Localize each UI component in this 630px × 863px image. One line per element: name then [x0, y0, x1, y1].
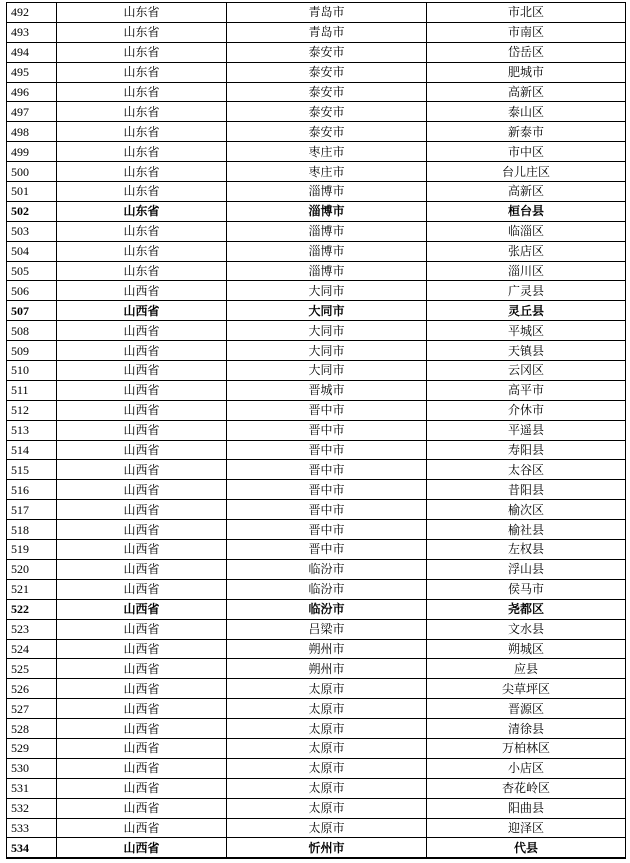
table-row: [7, 738, 626, 758]
table-row: [7, 321, 626, 341]
county-cell: 尧都区: [427, 599, 626, 619]
row-number-cell: 505: [7, 261, 57, 281]
county-cell: 临淄区: [427, 221, 626, 241]
county-cell: 台儿庄区: [427, 162, 626, 182]
table-row: [7, 261, 626, 281]
row-number-cell: 503: [7, 221, 57, 241]
province-cell: 山东省: [57, 182, 227, 202]
province-cell: 山西省: [57, 520, 227, 540]
row-number-cell: 494: [7, 42, 57, 62]
row-number-cell: 523: [7, 619, 57, 639]
table-row: [7, 241, 626, 261]
city-cell: 太原市: [227, 818, 427, 838]
province-cell: 山东省: [57, 22, 227, 42]
table-row: [7, 758, 626, 778]
city-cell: 临汾市: [227, 599, 427, 619]
city-cell: 淄博市: [227, 201, 427, 221]
row-number-cell: 501: [7, 182, 57, 202]
row-number-cell: 518: [7, 520, 57, 540]
city-cell: 太原市: [227, 778, 427, 798]
county-cell: 昔阳县: [427, 480, 626, 500]
county-cell: 高平市: [427, 380, 626, 400]
province-cell: 山西省: [57, 818, 227, 838]
row-number-cell: 493: [7, 22, 57, 42]
county-cell: 榆次区: [427, 500, 626, 520]
row-number-cell: 531: [7, 778, 57, 798]
county-cell: 广灵县: [427, 281, 626, 301]
city-cell: 晋中市: [227, 480, 427, 500]
row-number-cell: 513: [7, 420, 57, 440]
table-row: [7, 221, 626, 241]
county-cell: 榆社县: [427, 520, 626, 540]
table-row: [7, 182, 626, 202]
city-cell: 淄博市: [227, 241, 427, 261]
table-row: [7, 341, 626, 361]
city-cell: 大同市: [227, 281, 427, 301]
province-cell: 山西省: [57, 281, 227, 301]
province-cell: 山东省: [57, 201, 227, 221]
table-row: [7, 102, 626, 122]
province-cell: 山东省: [57, 142, 227, 162]
row-number-cell: 532: [7, 798, 57, 818]
table-row: [7, 380, 626, 400]
province-cell: 山西省: [57, 301, 227, 321]
county-cell: 肥城市: [427, 62, 626, 82]
province-cell: 山西省: [57, 420, 227, 440]
county-cell: 岱岳区: [427, 42, 626, 62]
city-cell: 太原市: [227, 758, 427, 778]
table-row: [7, 281, 626, 301]
province-cell: 山西省: [57, 380, 227, 400]
row-number-cell: 495: [7, 62, 57, 82]
table-row: [7, 559, 626, 579]
city-cell: 大同市: [227, 301, 427, 321]
county-cell: 高新区: [427, 82, 626, 102]
province-cell: 山东省: [57, 102, 227, 122]
row-number-cell: 530: [7, 758, 57, 778]
row-number-cell: 492: [7, 3, 57, 23]
province-cell: 山西省: [57, 758, 227, 778]
table-row: [7, 122, 626, 142]
row-number-cell: 502: [7, 201, 57, 221]
city-cell: 大同市: [227, 341, 427, 361]
province-cell: 山西省: [57, 460, 227, 480]
city-cell: 泰安市: [227, 122, 427, 142]
row-number-cell: 499: [7, 142, 57, 162]
city-cell: 临汾市: [227, 559, 427, 579]
table-row: [7, 520, 626, 540]
row-number-cell: 519: [7, 540, 57, 560]
province-cell: 山西省: [57, 798, 227, 818]
city-cell: 淄博市: [227, 182, 427, 202]
city-cell: 吕梁市: [227, 619, 427, 639]
city-cell: 晋中市: [227, 540, 427, 560]
province-cell: 山东省: [57, 82, 227, 102]
row-number-cell: 529: [7, 738, 57, 758]
province-cell: 山西省: [57, 619, 227, 639]
table-row: [7, 699, 626, 719]
county-cell: 文水县: [427, 619, 626, 639]
row-number-cell: 520: [7, 559, 57, 579]
province-cell: 山东省: [57, 122, 227, 142]
row-number-cell: 521: [7, 579, 57, 599]
table-row: [7, 619, 626, 639]
row-number-cell: 508: [7, 321, 57, 341]
province-cell: 山西省: [57, 540, 227, 560]
county-cell: 万柏林区: [427, 738, 626, 758]
county-cell: 市南区: [427, 22, 626, 42]
county-cell: 张店区: [427, 241, 626, 261]
city-cell: 忻州市: [227, 838, 427, 858]
county-cell: 平城区: [427, 321, 626, 341]
province-cell: 山西省: [57, 599, 227, 619]
city-cell: 晋中市: [227, 500, 427, 520]
province-cell: 山西省: [57, 440, 227, 460]
province-cell: 山西省: [57, 719, 227, 739]
county-cell: 淄川区: [427, 261, 626, 281]
county-cell: 灵丘县: [427, 301, 626, 321]
row-number-cell: 507: [7, 301, 57, 321]
table-row: [7, 142, 626, 162]
row-number-cell: 516: [7, 480, 57, 500]
city-cell: 青岛市: [227, 3, 427, 23]
row-number-cell: 525: [7, 659, 57, 679]
table-row: [7, 599, 626, 619]
region-table: [6, 2, 626, 859]
city-cell: 淄博市: [227, 261, 427, 281]
province-cell: 山西省: [57, 321, 227, 341]
table-row: [7, 62, 626, 82]
table-row: [7, 818, 626, 838]
county-cell: 市中区: [427, 142, 626, 162]
table-row: [7, 42, 626, 62]
city-cell: 太原市: [227, 679, 427, 699]
row-number-cell: 506: [7, 281, 57, 301]
province-cell: 山西省: [57, 579, 227, 599]
province-cell: 山西省: [57, 679, 227, 699]
county-cell: 天镇县: [427, 341, 626, 361]
province-cell: 山西省: [57, 778, 227, 798]
province-cell: 山西省: [57, 341, 227, 361]
county-cell: 清徐县: [427, 719, 626, 739]
city-cell: 大同市: [227, 361, 427, 381]
province-cell: 山西省: [57, 639, 227, 659]
table-row: [7, 480, 626, 500]
table-row: [7, 22, 626, 42]
county-cell: 浮山县: [427, 559, 626, 579]
province-cell: 山西省: [57, 500, 227, 520]
table-row: [7, 3, 626, 23]
row-number-cell: 498: [7, 122, 57, 142]
city-cell: 太原市: [227, 738, 427, 758]
county-cell: 平遥县: [427, 420, 626, 440]
city-cell: 晋中市: [227, 440, 427, 460]
table-row: [7, 679, 626, 699]
table-row: [7, 798, 626, 818]
province-cell: 山西省: [57, 480, 227, 500]
province-cell: 山西省: [57, 361, 227, 381]
county-cell: 晋源区: [427, 699, 626, 719]
city-cell: 晋城市: [227, 380, 427, 400]
city-cell: 朔州市: [227, 659, 427, 679]
province-cell: 山东省: [57, 3, 227, 23]
row-number-cell: 504: [7, 241, 57, 261]
table-row: [7, 778, 626, 798]
province-cell: 山东省: [57, 162, 227, 182]
row-number-cell: 496: [7, 82, 57, 102]
province-cell: 山西省: [57, 838, 227, 858]
table-row: [7, 201, 626, 221]
county-cell: 太谷区: [427, 460, 626, 480]
row-number-cell: 533: [7, 818, 57, 838]
county-cell: 代县: [427, 838, 626, 858]
county-cell: 新泰市: [427, 122, 626, 142]
city-cell: 朔州市: [227, 639, 427, 659]
row-number-cell: 500: [7, 162, 57, 182]
province-cell: 山东省: [57, 221, 227, 241]
row-number-cell: 511: [7, 380, 57, 400]
table-row: [7, 361, 626, 381]
row-number-cell: 517: [7, 500, 57, 520]
table-row: [7, 500, 626, 520]
county-cell: 泰山区: [427, 102, 626, 122]
table-row: [7, 540, 626, 560]
city-cell: 太原市: [227, 699, 427, 719]
county-cell: 迎泽区: [427, 818, 626, 838]
county-cell: 桓台县: [427, 201, 626, 221]
city-cell: 泰安市: [227, 102, 427, 122]
city-cell: 大同市: [227, 321, 427, 341]
table-row: [7, 440, 626, 460]
province-cell: 山东省: [57, 62, 227, 82]
county-cell: 寿阳县: [427, 440, 626, 460]
province-cell: 山西省: [57, 559, 227, 579]
table-row: [7, 838, 626, 858]
county-cell: 介休市: [427, 400, 626, 420]
province-cell: 山西省: [57, 738, 227, 758]
row-number-cell: 528: [7, 719, 57, 739]
county-cell: 高新区: [427, 182, 626, 202]
province-cell: 山东省: [57, 241, 227, 261]
city-cell: 晋中市: [227, 460, 427, 480]
row-number-cell: 515: [7, 460, 57, 480]
table-row: [7, 639, 626, 659]
city-cell: 泰安市: [227, 82, 427, 102]
row-number-cell: 514: [7, 440, 57, 460]
province-cell: 山西省: [57, 400, 227, 420]
county-cell: 尖草坪区: [427, 679, 626, 699]
province-cell: 山西省: [57, 699, 227, 719]
table-row: [7, 400, 626, 420]
city-cell: 泰安市: [227, 62, 427, 82]
table-row: [7, 162, 626, 182]
table-row: [7, 420, 626, 440]
row-number-cell: 497: [7, 102, 57, 122]
province-cell: 山东省: [57, 42, 227, 62]
table-row: [7, 579, 626, 599]
city-cell: 淄博市: [227, 221, 427, 241]
city-cell: 太原市: [227, 719, 427, 739]
table-row: [7, 301, 626, 321]
table-row: [7, 659, 626, 679]
city-cell: 枣庄市: [227, 142, 427, 162]
city-cell: 晋中市: [227, 400, 427, 420]
row-number-cell: 527: [7, 699, 57, 719]
table-row: [7, 460, 626, 480]
city-cell: 泰安市: [227, 42, 427, 62]
row-number-cell: 509: [7, 341, 57, 361]
city-cell: 临汾市: [227, 579, 427, 599]
county-cell: 朔城区: [427, 639, 626, 659]
row-number-cell: 534: [7, 838, 57, 858]
row-number-cell: 526: [7, 679, 57, 699]
county-cell: 左权县: [427, 540, 626, 560]
county-cell: 小店区: [427, 758, 626, 778]
row-number-cell: 524: [7, 639, 57, 659]
table-body: [7, 3, 626, 859]
province-cell: 山东省: [57, 261, 227, 281]
county-cell: 市北区: [427, 3, 626, 23]
county-cell: 杏花岭区: [427, 778, 626, 798]
city-cell: 青岛市: [227, 22, 427, 42]
row-number-cell: 510: [7, 361, 57, 381]
county-cell: 侯马市: [427, 579, 626, 599]
county-cell: 阳曲县: [427, 798, 626, 818]
row-number-cell: 522: [7, 599, 57, 619]
city-cell: 晋中市: [227, 520, 427, 540]
city-cell: 太原市: [227, 798, 427, 818]
row-number-cell: 512: [7, 400, 57, 420]
table-row: [7, 719, 626, 739]
table-row: [7, 82, 626, 102]
county-cell: 云冈区: [427, 361, 626, 381]
city-cell: 晋中市: [227, 420, 427, 440]
county-cell: 应县: [427, 659, 626, 679]
province-cell: 山西省: [57, 659, 227, 679]
city-cell: 枣庄市: [227, 162, 427, 182]
